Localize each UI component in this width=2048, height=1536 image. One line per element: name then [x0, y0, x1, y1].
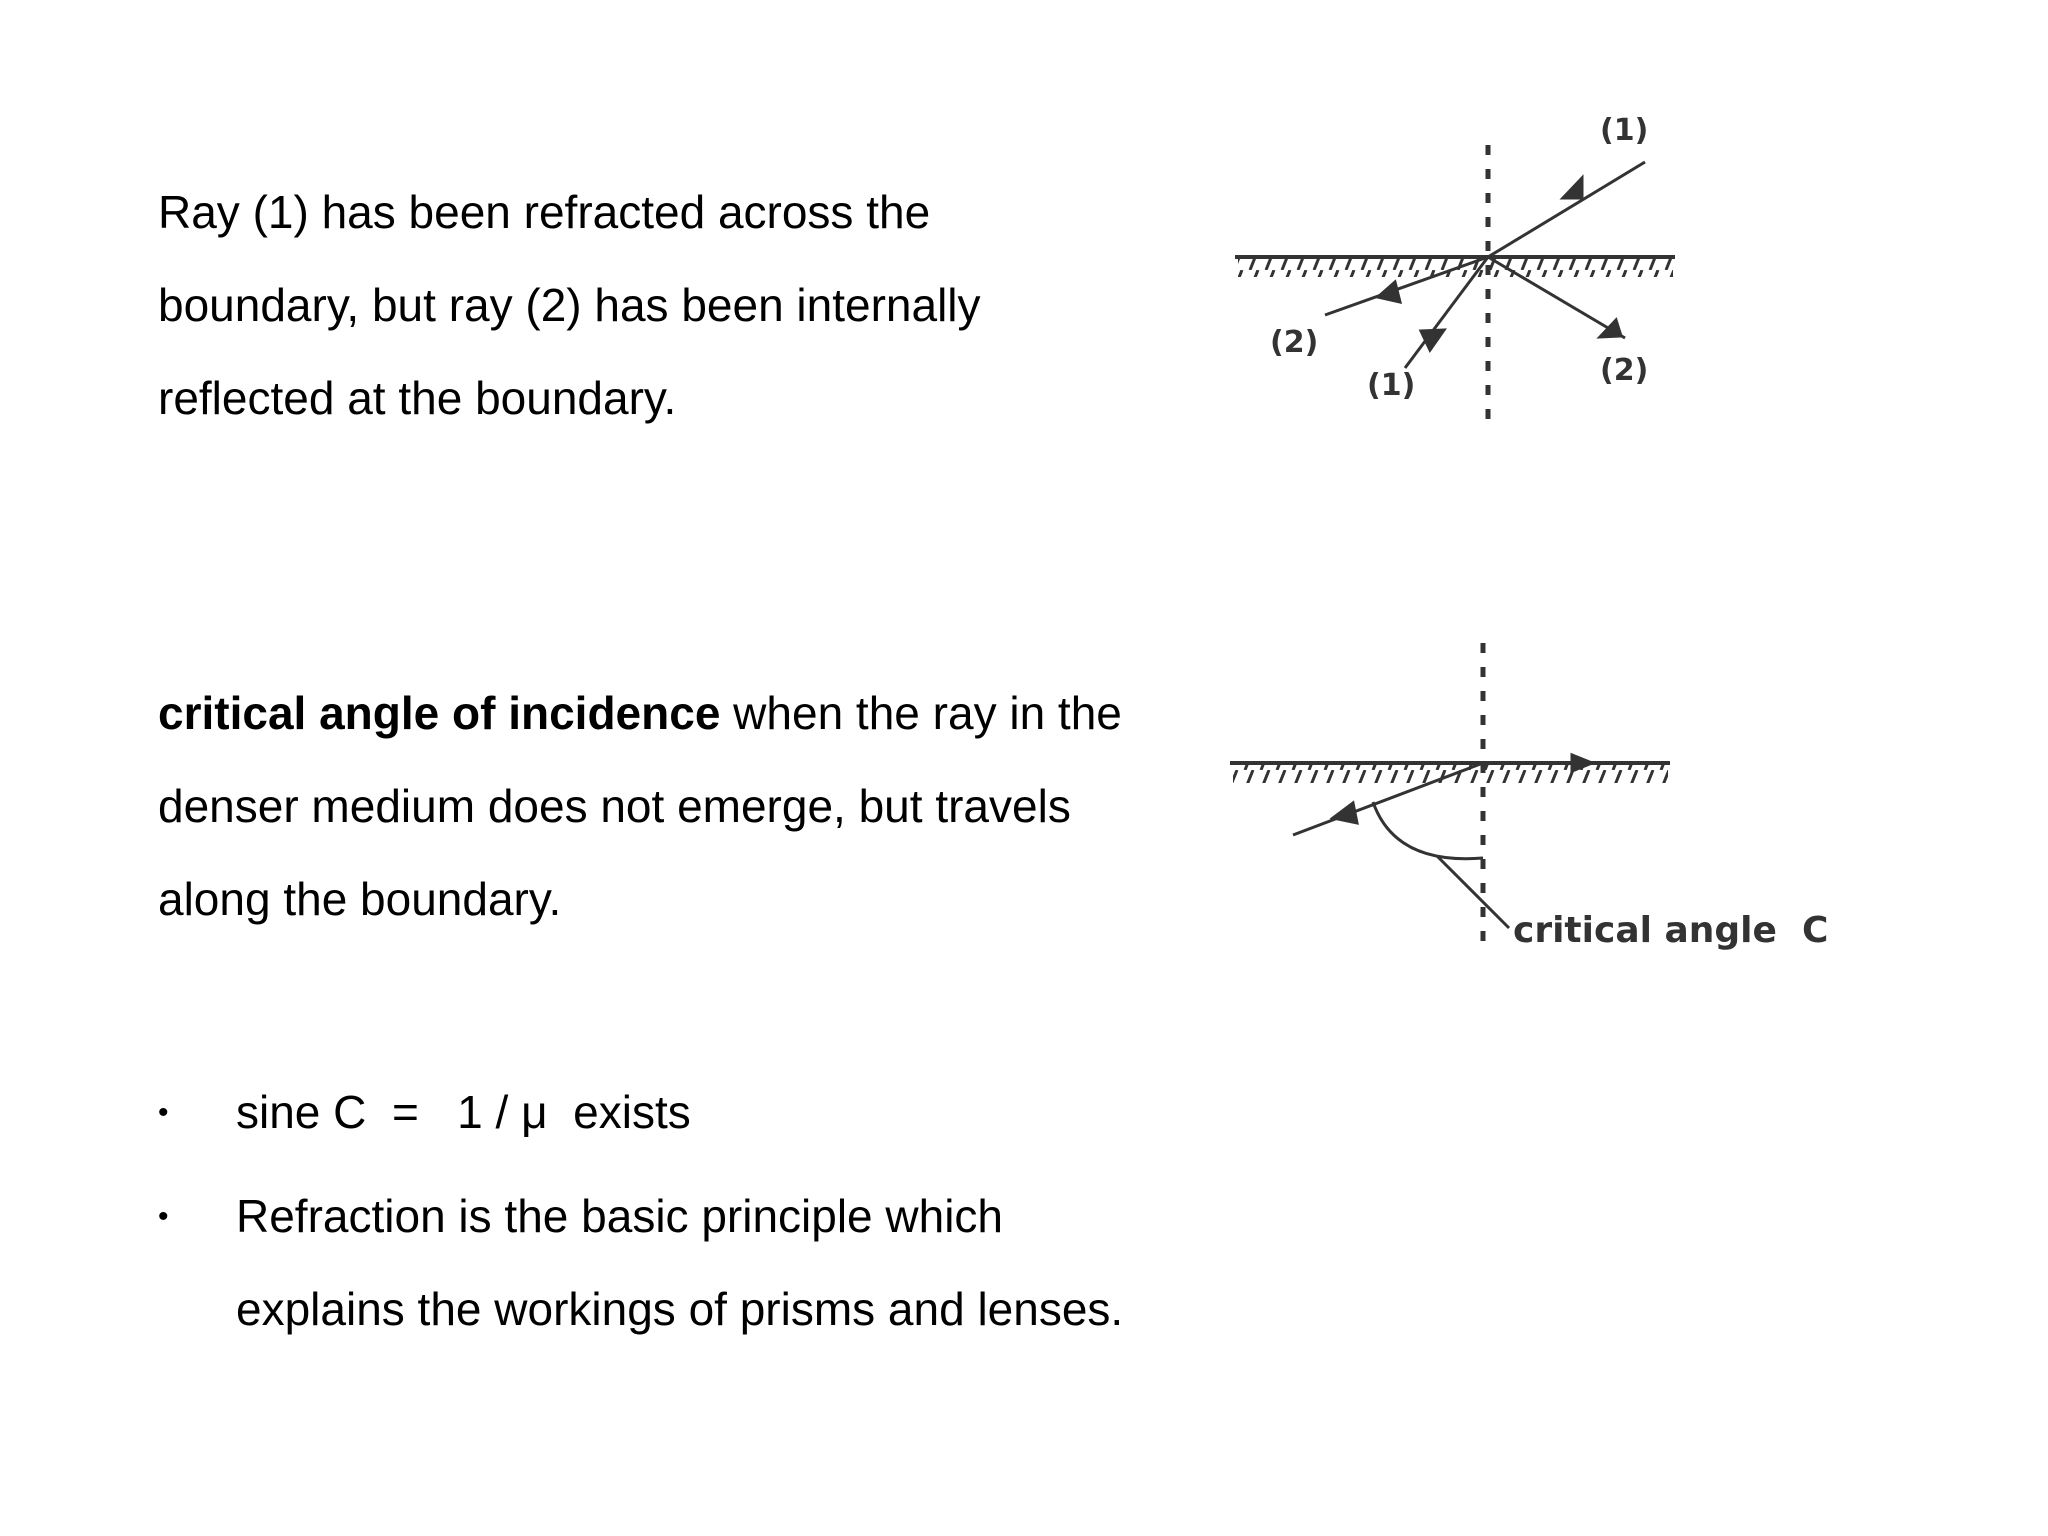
paragraph-line: denser medium does not emerge, but travels: [158, 780, 1071, 832]
bullet-item: [158, 1066, 1123, 1159]
ray-label: (2): [1270, 325, 1319, 360]
line-text: when the ray in the: [720, 687, 1122, 739]
critical-angle-label: critical angle C: [1513, 910, 1829, 950]
bullet-text: Refraction is the basic principle which: [236, 1190, 1004, 1242]
bullet-text: sine C = 1 / μ exists: [236, 1086, 691, 1138]
bullet-symbol: •: [158, 1096, 169, 1129]
bullet-list: [158, 1066, 1123, 1356]
critical-angle-paragraph: [158, 667, 1178, 946]
critical-angle-diagram: [1225, 630, 1925, 950]
refraction-paragraph: [158, 166, 1058, 445]
bullet-symbol: •: [158, 1200, 169, 1233]
paragraph-line: [158, 667, 1178, 760]
label-pointer: [1437, 856, 1509, 928]
ray-label: (1): [1367, 368, 1416, 403]
paragraph-line: Ray (1) has been refracted across the: [158, 186, 931, 238]
ray-label: (1): [1600, 113, 1649, 148]
refraction-diagram: [1230, 110, 1710, 450]
angle-arc: [1373, 802, 1483, 859]
bullet-item: [158, 1170, 1123, 1356]
boundary-surface: [1230, 763, 1670, 783]
bullet-text: explains the workings of prisms and lenses.: [236, 1283, 1124, 1335]
paragraph-line: reflected at the boundary.: [158, 372, 677, 424]
boundary-surface: [1235, 257, 1675, 277]
paragraph-line: boundary, but ray (2) has been internally: [158, 279, 981, 331]
bold-term: critical angle of incidence: [158, 687, 721, 739]
ray-label: (2): [1600, 353, 1649, 388]
paragraph-line: along the boundary.: [158, 873, 562, 925]
